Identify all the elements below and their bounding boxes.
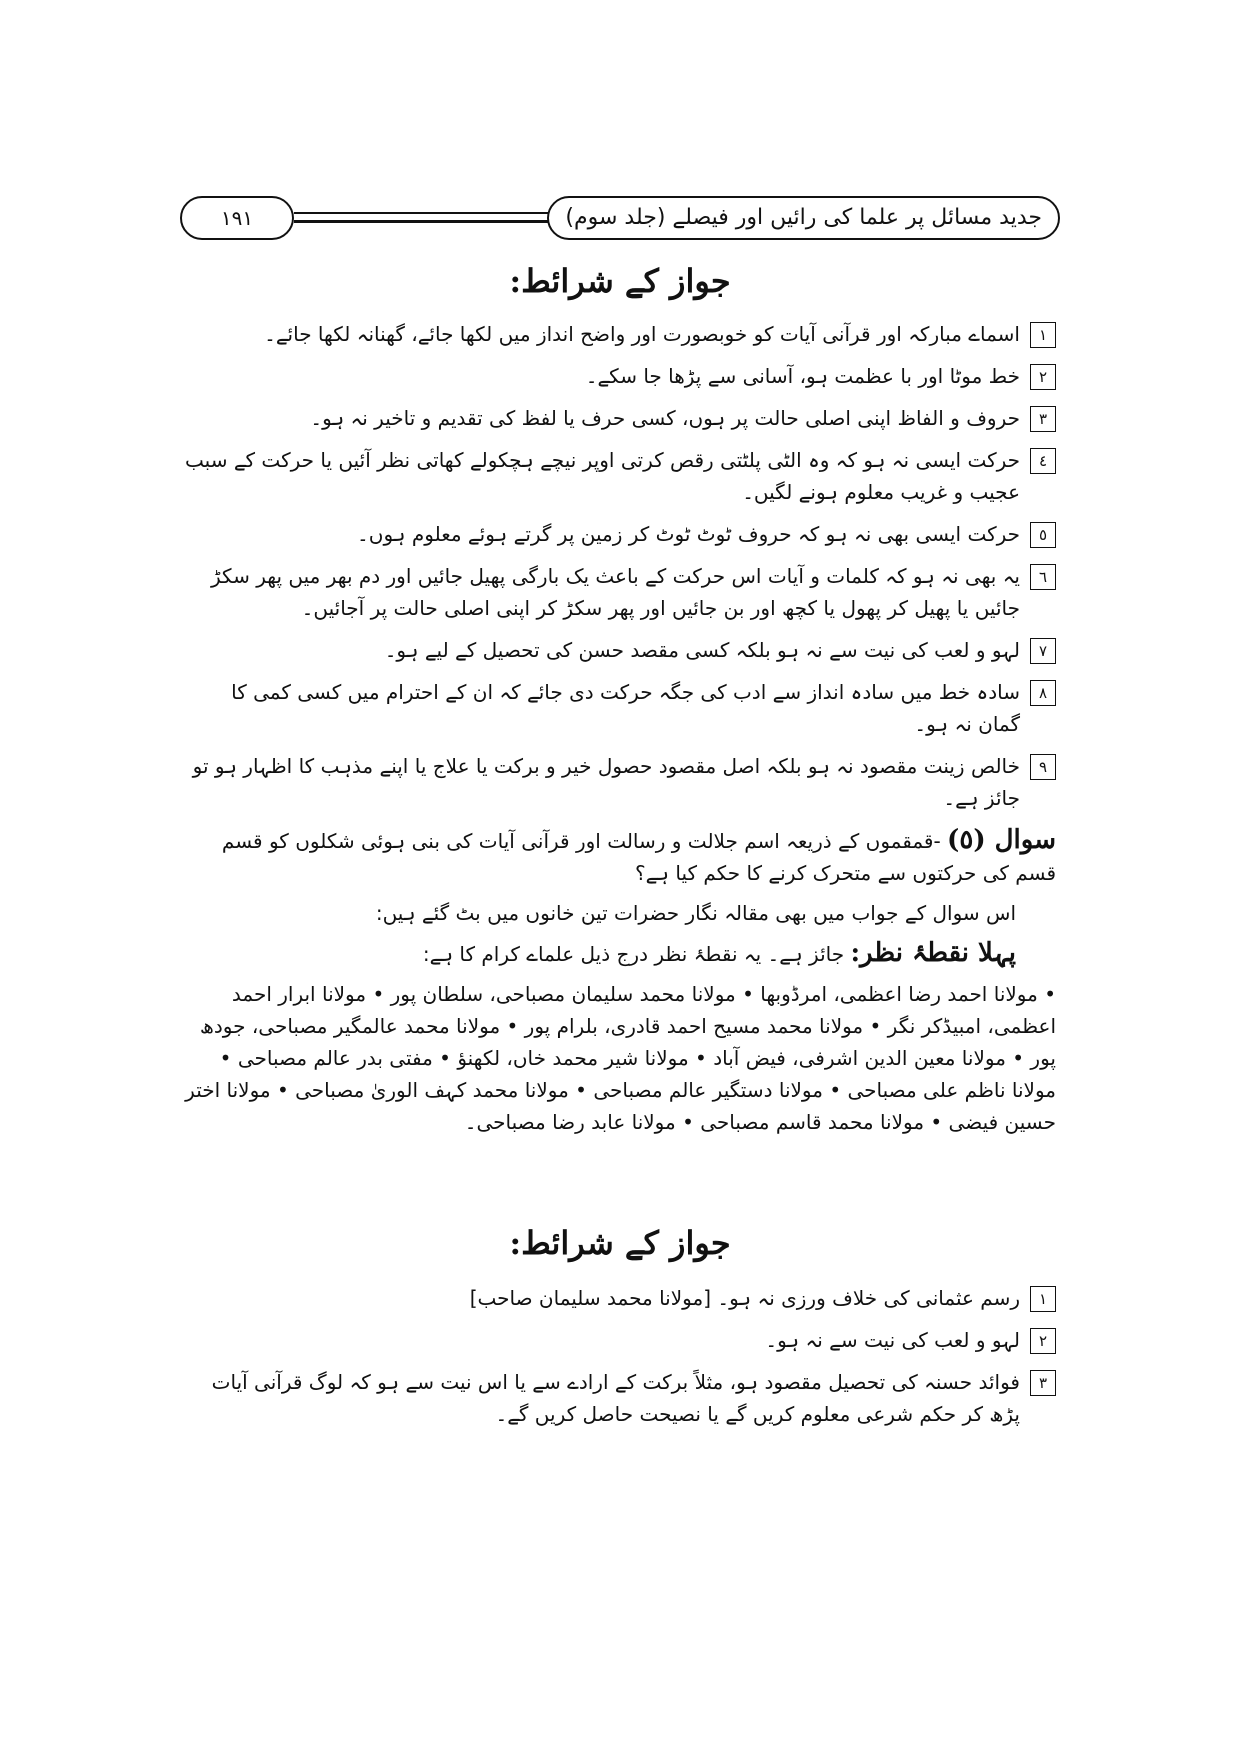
item-text: فوائد حسنہ کی تحصیل مقصود ہو، مثلاً برکت کے ارادے سے یا اس نیت سے ہو کہ لوگ قرآنی آیات پڑھ کر حکم شرعی معلوم کریں گے یا نصیحت حاصل کریں گے۔ [211,1370,1020,1426]
list-item [184,560,1056,624]
list-item [184,444,1056,508]
item-text: سادہ خط میں سادہ انداز سے ادب کی جگہ حرکت دی جائے کہ ان کے احترام میں کسی کمی کا گمان نہ ہو۔ [231,680,1020,736]
list-item [184,402,1056,434]
item-number: ٥ [1030,522,1056,548]
item-number: ٨ [1030,680,1056,706]
scholars-list: • مولانا احمد رضا اعظمی، امرڈوبھا • مولانا محمد سلیمان مصباحی، سلطان پور • مولانا ابرار احمد اعظمی، امبیڈکر نگر • مولانا محمد مسیح احمد قادری، بلرام پور • مولانا محمد عالمگیر مصباحی، جودھ پور • مولانا معین الدین اشرفی، فیض آباد • مولانا شیر محمد خاں، لکھنؤ • مفتی بدر عالم مصباحی • مولانا ناظم علی مصباحی • مولانا دستگیر عالم مصباحی • مولانا محمد کہف الوریٰ مصباحی • مولانا اختر حسین فیضی • مولانا محمد قاسم مصباحی • مولانا عابد رضا مصباحی۔ [185,982,1056,1134]
list-item [184,634,1056,666]
item-text: خط موٹا اور با عظمت ہو، آسانی سے پڑھا جا سکے۔ [585,364,1020,388]
list-item [184,1324,1056,1356]
item-number: ٢ [1030,364,1056,390]
first-view-label: پہلا نقطۂ نظر: [850,938,1016,968]
section2-list [184,1282,1056,1440]
question-label: سوال (٥) [947,825,1056,855]
item-number: ٢ [1030,1328,1056,1354]
page-header [180,192,1060,248]
first-view-paragraph [184,937,1056,970]
item-text: لہو و لعب کی نیت سے نہ ہو بلکہ کسی مقصد حسن کی تحصیل کے لیے ہو۔ [384,638,1020,662]
list-item [184,1282,1056,1314]
item-number: ١ [1030,322,1056,348]
answer-intro: اس سوال کے جواب میں بھی مقالہ نگار حضرات تین خانوں میں بٹ گئے ہیں: [375,901,1016,925]
item-text: حرکت ایسی نہ ہو کہ وہ الٹی پلٹتی رقص کرتی اوپر نیچے ہچکولے کھاتی نظر آئیں یا حرکت کے سبب عجیب و غریب معلوم ہونے لگیں۔ [185,448,1020,504]
running-title: جدید مسائل پر علما کی رائیں اور فیصلے (جلد سوم) [547,196,1060,240]
item-number: ٧ [1030,638,1056,664]
list-item [184,360,1056,392]
item-number: ٤ [1030,448,1056,474]
item-number: ٣ [1030,406,1056,432]
item-text: خالص زینت مقصود نہ ہو بلکہ اصل مقصود حصول خیر و برکت یا علاج یا اپنے مذہب کا اظہار ہو تو جائز ہے۔ [192,754,1020,810]
section1-list [184,318,1056,1146]
item-text: حرکت ایسی بھی نہ ہو کہ حروف ٹوٹ ٹوٹ کر زمین پر گرتے ہوئے معلوم ہوں۔ [357,522,1020,546]
item-text: یہ بھی نہ ہو کہ کلمات و آیات اس حرکت کے باعث یک بارگی پھیل جائیں اور دم بھر میں پھر سکڑ جائیں یا پھیل کر پھول یا کچھ اور بن جائیں اور پھر سکڑ کر اپنی اصلی حالت پر آجائیں۔ [211,564,1020,620]
item-text: حروف و الفاظ اپنی اصلی حالت پر ہوں، کسی حرف یا لفظ کی تقدیم و تاخیر نہ ہو۔ [310,406,1020,430]
item-text: رسم عثمانی کی خلاف ورزی نہ ہو۔ [مولانا محمد سلیمان صاحب] [469,1286,1020,1310]
page-number: ١٩١ [180,196,294,240]
item-number: ٩ [1030,754,1056,780]
list-item [184,1366,1056,1430]
list-item [184,676,1056,740]
item-text: لہو و لعب کی نیت سے نہ ہو۔ [765,1328,1020,1352]
list-item [184,318,1056,350]
item-number: ١ [1030,1286,1056,1312]
list-item [184,750,1056,814]
section1-heading: جواز کے شرائط: [509,262,731,300]
item-number: ٦ [1030,564,1056,590]
section2-heading: جواز کے شرائط: [509,1224,731,1262]
question-paragraph [184,824,1056,889]
list-item [184,518,1056,550]
question-text: -قمقموں کے ذریعہ اسم جلالت و رسالت اور قرآنی آیات کی بنی ہوئی شکلوں کو قسم قسم کی حرکتوں سے متحرک کرنے کا حکم کیا ہے؟ [221,829,1056,885]
item-text: اسماے مبارکہ اور قرآنی آیات کو خوبصورت اور واضح انداز میں لکھا جائے، گھنانہ لکھا جائے۔ [264,322,1020,346]
first-view-text: جائز ہے۔ یہ نقطۂ نظر درج ذیل علماے کرام کا ہے: [422,942,851,966]
item-number: ٣ [1030,1370,1056,1396]
